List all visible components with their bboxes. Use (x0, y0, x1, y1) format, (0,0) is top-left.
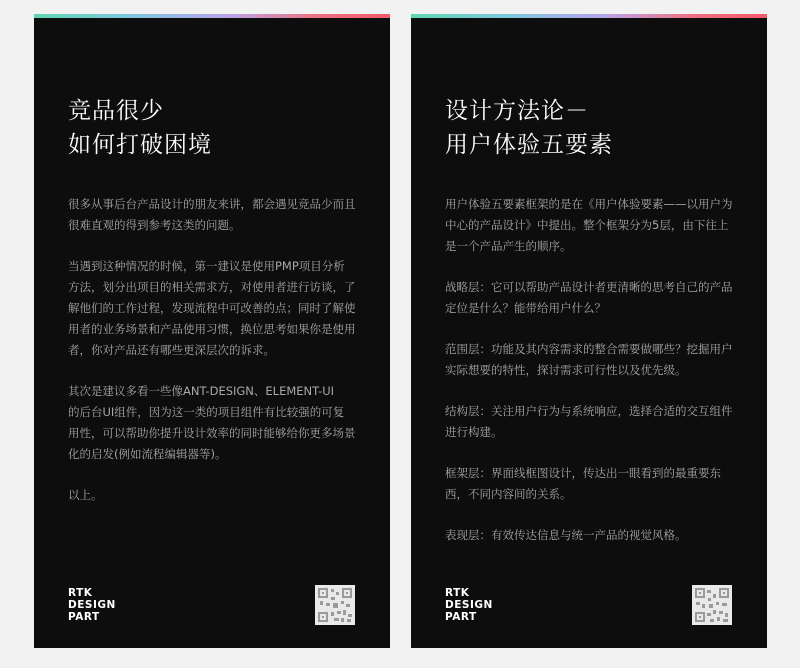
brand-line: RTK (445, 587, 470, 599)
text-line: 定位是什么？能带给用户什么？ (445, 301, 606, 315)
card-title-line: 用户体验五要素 (445, 132, 613, 158)
paragraph-pmp-method (68, 256, 358, 361)
paragraph-skeleton-layer (445, 463, 735, 505)
brand-line: DESIGN (445, 599, 493, 611)
brand-line: PART (445, 611, 477, 623)
text-line: 框架层：界面线框图设计，传达出一眼看到的最重要东 (445, 466, 721, 480)
article-card-ux-elements (411, 14, 767, 648)
text-line: 用者的业务场景和产品使用习惯，换位思考如果你是使用 (68, 322, 356, 336)
text-line: 者，你对产品还有哪些更深层次的诉求。 (68, 343, 275, 357)
text-line: 当遇到这种情况的时候，第一建议是使用PMP项目分析 (68, 259, 345, 273)
text-line: 以上。 (68, 488, 103, 502)
brand-logo (68, 587, 116, 623)
text-line: 实际想要的特性，探讨需求可行性以及优先级。 (445, 363, 687, 377)
paragraph-closing (68, 485, 358, 506)
brand-logo (445, 587, 493, 623)
card-title (68, 94, 212, 162)
card-body (445, 194, 735, 566)
paragraph-surface-layer (445, 525, 735, 546)
paragraph-intro (445, 194, 735, 257)
card-body (68, 194, 358, 526)
brand-line: DESIGN (68, 599, 116, 611)
paragraph-ui-components (68, 381, 358, 465)
text-line: 范围层：功能及其内容需求的整合需要做哪些？挖掘用户 (445, 342, 733, 356)
text-line: 中心的产品设计》中提出。整个框架分为5层，由下往上 (445, 218, 729, 232)
text-line: 进行构建。 (445, 425, 503, 439)
paragraph-strategy-layer (445, 277, 735, 319)
card-title-line: 设计方法论－ (445, 98, 589, 124)
text-line: 化的启发(例如流程编辑器等)。 (68, 447, 227, 461)
text-line: 用户体验五要素框架的是在《用户体验要素——以用户为 (445, 197, 733, 211)
text-line: 很难直观的得到参考这类的问题。 (68, 218, 241, 232)
text-line: 的后台UI组件，因为这一类的项目组件有比较强的可复 (68, 405, 345, 419)
text-line: 结构层：关注用户行为与系统响应，选择合适的交互组件 (445, 404, 733, 418)
gradient-accent-bar (411, 14, 767, 18)
text-line: 其次是建议多看一些像ANT-DESIGN、ELEMENT-UI (68, 384, 335, 398)
card-title (445, 94, 613, 162)
gradient-accent-bar (34, 14, 390, 18)
text-line: 很多从事后台产品设计的朋友来讲，都会遇见竞品少而且 (68, 197, 356, 211)
paragraph-intro (68, 194, 358, 236)
qr-code-icon (315, 585, 355, 625)
text-line: 战略层：它可以帮助产品设计者更清晰的思考自己的产品 (445, 280, 733, 294)
brand-line: RTK (68, 587, 93, 599)
qr-code-icon (692, 585, 732, 625)
text-line: 方法，划分出项目的相关需求方，对使用者进行访谈，了 (68, 280, 356, 294)
paragraph-structure-layer (445, 401, 735, 443)
brand-line: PART (68, 611, 100, 623)
card-title-line: 如何打破困境 (68, 132, 212, 158)
text-line: 是一个产品产生的顺序。 (445, 239, 572, 253)
text-line: 西，不同内容间的关系。 (445, 487, 572, 501)
article-card-competitors (34, 14, 390, 648)
text-line: 用性，可以帮助你提升设计效率的同时能够给你更多场景 (68, 426, 356, 440)
paragraph-scope-layer (445, 339, 735, 381)
text-line: 解他们的工作过程，发现流程中可改善的点；同时了解使 (68, 301, 356, 315)
text-line: 表现层：有效传达信息与统一产品的视觉风格。 (445, 528, 687, 542)
card-title-line: 竞品很少 (68, 98, 164, 124)
